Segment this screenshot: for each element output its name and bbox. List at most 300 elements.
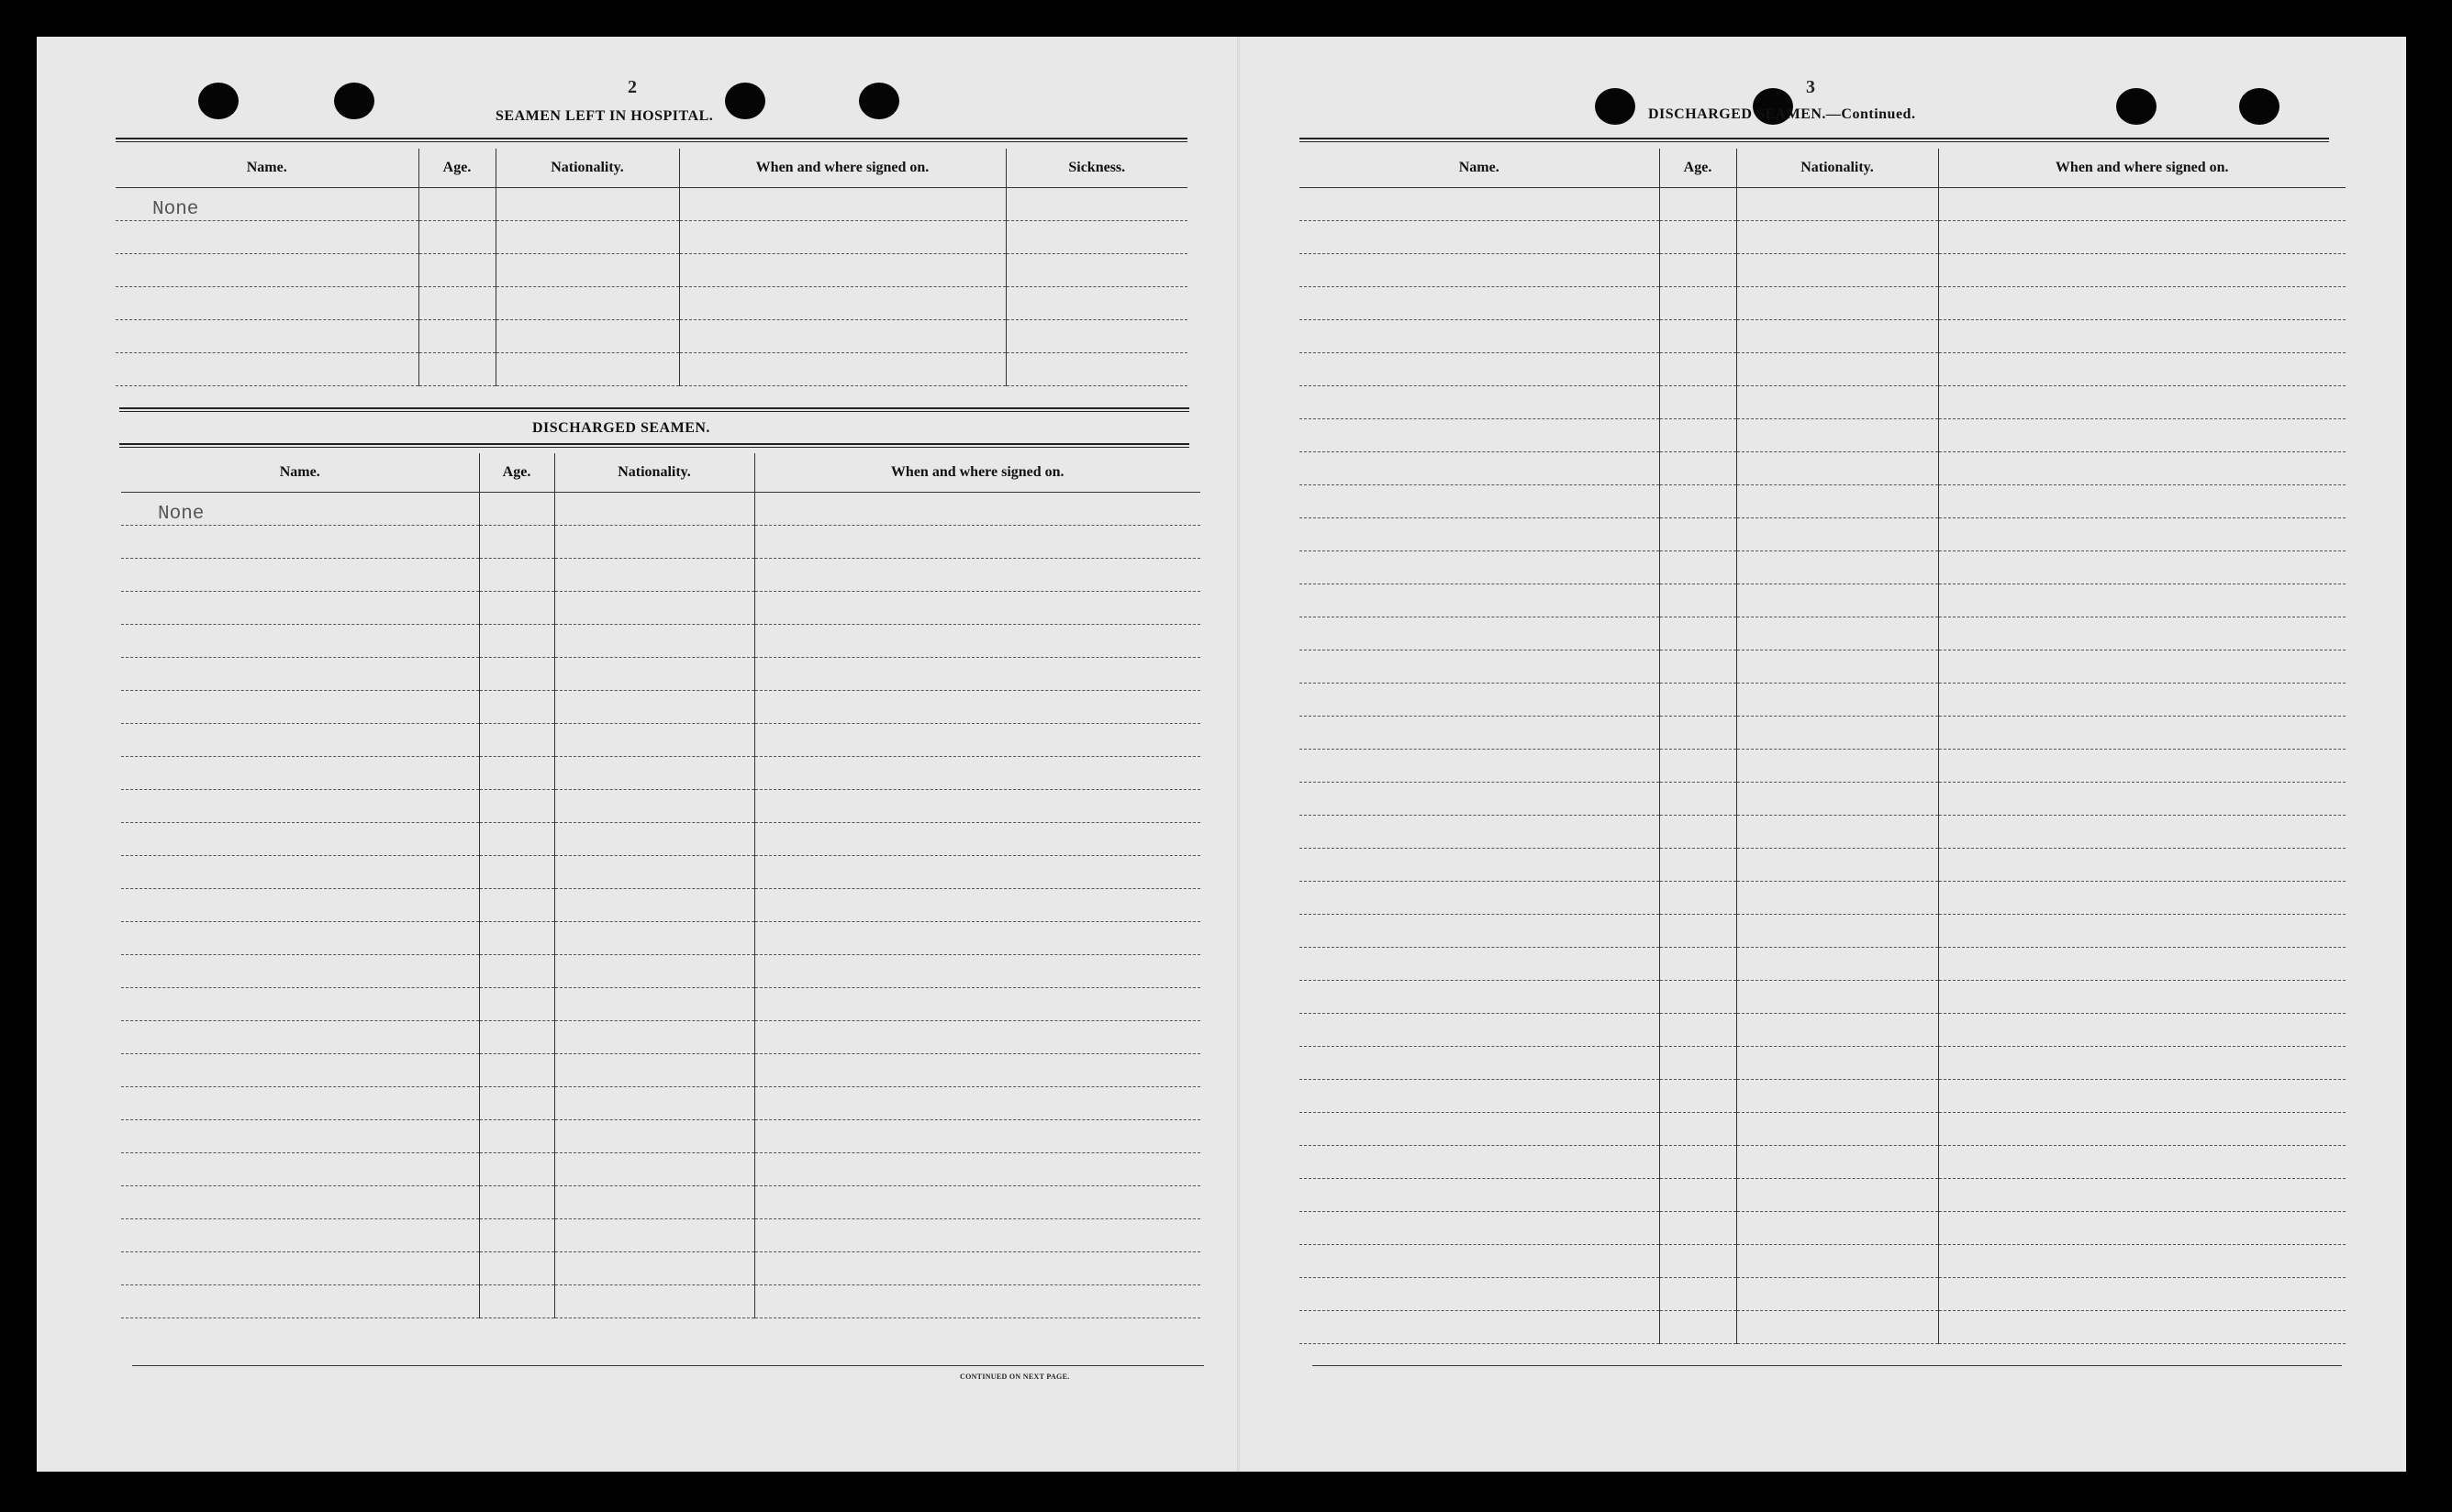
table-cell <box>1659 948 1736 981</box>
table-row <box>1299 221 2346 254</box>
table-row <box>1299 1212 2346 1245</box>
table-cell <box>479 790 554 823</box>
table-cell <box>1659 1080 1736 1113</box>
table-cell <box>754 922 1200 955</box>
table-row <box>1299 816 2346 849</box>
table-cell <box>1938 816 2346 849</box>
table-row <box>121 1087 1200 1120</box>
table-row <box>121 790 1200 823</box>
table-cell <box>1299 1014 1659 1047</box>
table-cell <box>554 1186 754 1219</box>
table-cell <box>1736 452 1938 485</box>
table-cell <box>554 757 754 790</box>
table-cell <box>1006 287 1187 320</box>
table-cell <box>1659 1146 1736 1179</box>
table-cell <box>1299 717 1659 750</box>
table-cell <box>1659 518 1736 551</box>
table-cell <box>1006 353 1187 386</box>
table-cell <box>1938 750 2346 783</box>
bottom-rule <box>132 1365 1204 1366</box>
table-cell <box>1736 386 1938 419</box>
table-cell <box>1736 320 1938 353</box>
table-cell <box>1299 254 1659 287</box>
table-cell <box>1736 1212 1938 1245</box>
column-header: Sickness. <box>1006 149 1187 188</box>
table-row <box>121 625 1200 658</box>
table-cell <box>754 955 1200 988</box>
table-cell <box>1938 1080 2346 1113</box>
table-row <box>116 254 1187 287</box>
section-double-rule <box>119 407 1189 412</box>
table-cell <box>1736 551 1938 584</box>
table-cell <box>754 559 1200 592</box>
table-cell <box>554 658 754 691</box>
table-cell <box>1938 320 2346 353</box>
table-cell <box>554 790 754 823</box>
table-cell <box>479 691 554 724</box>
table-cell <box>121 1120 479 1153</box>
table-cell <box>121 1186 479 1219</box>
table-cell <box>1659 849 1736 882</box>
bottom-rule <box>1312 1365 2342 1366</box>
hospital-section-title: SEAMEN LEFT IN HOSPITAL. <box>496 108 714 124</box>
table-cell <box>1736 419 1938 452</box>
table-row <box>121 1219 1200 1252</box>
punch-hole <box>2239 88 2279 125</box>
table-row <box>1299 650 2346 684</box>
table-cell <box>1659 1278 1736 1311</box>
table-cell <box>479 757 554 790</box>
table-cell <box>1938 650 2346 684</box>
table-row <box>1299 1278 2346 1311</box>
table-cell <box>121 526 479 559</box>
table-cell <box>554 823 754 856</box>
table-cell <box>1299 1245 1659 1278</box>
table-cell <box>479 1087 554 1120</box>
table-cell <box>1938 551 2346 584</box>
table-cell <box>1938 1311 2346 1344</box>
table-cell <box>479 1021 554 1054</box>
table-cell <box>479 1285 554 1318</box>
table-cell <box>1299 320 1659 353</box>
table-row <box>1299 518 2346 551</box>
table-cell <box>554 1120 754 1153</box>
table-cell <box>554 625 754 658</box>
table-row <box>116 188 1187 221</box>
table-row <box>1299 188 2346 221</box>
table-cell <box>554 922 754 955</box>
table-cell <box>754 1153 1200 1186</box>
table-cell <box>1659 915 1736 948</box>
table-cell <box>116 254 418 287</box>
table-cell <box>121 1153 479 1186</box>
table-cell <box>554 691 754 724</box>
column-header: When and where signed on. <box>1938 149 2346 188</box>
table-row <box>1299 452 2346 485</box>
table-cell <box>121 1252 479 1285</box>
table-row <box>121 1054 1200 1087</box>
table-cell <box>1938 188 2346 221</box>
table-cell <box>754 526 1200 559</box>
table-cell <box>679 320 1006 353</box>
table-cell <box>1736 1146 1938 1179</box>
table-cell <box>1659 386 1736 419</box>
table-cell <box>1299 981 1659 1014</box>
column-header: Name. <box>116 149 418 188</box>
table-cell <box>554 889 754 922</box>
table-row <box>121 691 1200 724</box>
table-cell <box>1736 650 1938 684</box>
table-cell <box>1938 882 2346 915</box>
table-cell <box>121 988 479 1021</box>
table-cell <box>754 625 1200 658</box>
table-cell <box>1299 783 1659 816</box>
table-cell <box>1938 1047 2346 1080</box>
table-row <box>121 724 1200 757</box>
table-cell <box>1659 650 1736 684</box>
table-cell <box>754 790 1200 823</box>
table-cell <box>1299 1278 1659 1311</box>
table-cell <box>554 955 754 988</box>
page-number: 2 <box>628 77 637 97</box>
table-cell <box>1006 320 1187 353</box>
table-cell <box>1299 1047 1659 1080</box>
table-cell <box>679 221 1006 254</box>
table-cell <box>479 625 554 658</box>
table-row <box>1299 254 2346 287</box>
table-cell <box>121 592 479 625</box>
table-row <box>121 559 1200 592</box>
table-cell <box>1299 584 1659 617</box>
table-cell <box>121 1021 479 1054</box>
table-cell <box>1938 1212 2346 1245</box>
table-cell <box>1736 1245 1938 1278</box>
table-cell <box>121 691 479 724</box>
table-cell <box>1736 1047 1938 1080</box>
table-row <box>121 955 1200 988</box>
table-cell <box>121 823 479 856</box>
table-cell <box>1938 684 2346 717</box>
table-row <box>1299 948 2346 981</box>
table-cell <box>1299 948 1659 981</box>
table-cell <box>1659 1014 1736 1047</box>
table-row <box>1299 783 2346 816</box>
table-row <box>1299 1014 2346 1047</box>
column-header: Age. <box>479 453 554 493</box>
table-cell <box>554 526 754 559</box>
table-row <box>1299 684 2346 717</box>
table-cell <box>554 1252 754 1285</box>
table-cell <box>1299 1212 1659 1245</box>
table-cell <box>479 559 554 592</box>
table-cell <box>1299 750 1659 783</box>
punch-hole <box>198 83 239 119</box>
column-header: Nationality. <box>496 149 679 188</box>
table-cell <box>1736 849 1938 882</box>
table-cell <box>554 856 754 889</box>
table-cell <box>1299 287 1659 320</box>
table-cell <box>496 320 679 353</box>
table-cell <box>479 592 554 625</box>
table-cell <box>121 757 479 790</box>
discharged-section-title: DISCHARGED SEAMEN. <box>532 420 710 436</box>
table-cell <box>1299 1113 1659 1146</box>
table-row <box>1299 1047 2346 1080</box>
table-row <box>1299 849 2346 882</box>
table-cell <box>479 493 554 526</box>
table-row <box>116 320 1187 353</box>
table-cell <box>116 287 418 320</box>
table-cell <box>1659 1113 1736 1146</box>
table-cell <box>1938 849 2346 882</box>
entry-name: None <box>121 493 479 526</box>
table-cell <box>121 1087 479 1120</box>
page-number: 3 <box>1806 77 1815 97</box>
table-row <box>1299 320 2346 353</box>
table-cell <box>1938 287 2346 320</box>
table-row <box>1299 353 2346 386</box>
table-cell <box>479 889 554 922</box>
table-row <box>116 287 1187 320</box>
table-row <box>121 1285 1200 1318</box>
table-cell <box>1736 1113 1938 1146</box>
table-row <box>121 922 1200 955</box>
table-cell <box>1938 419 2346 452</box>
table-cell <box>1299 551 1659 584</box>
table-row <box>1299 1146 2346 1179</box>
table-cell <box>1736 1014 1938 1047</box>
table-cell <box>754 724 1200 757</box>
table-cell <box>1736 518 1938 551</box>
table-cell <box>1938 915 2346 948</box>
table-cell <box>679 353 1006 386</box>
table-row <box>1299 1113 2346 1146</box>
table-cell <box>1938 783 2346 816</box>
table-cell <box>479 955 554 988</box>
table-cell <box>554 724 754 757</box>
table-cell <box>754 691 1200 724</box>
column-header: Age. <box>418 149 496 188</box>
table-cell <box>1659 254 1736 287</box>
table-cell <box>754 823 1200 856</box>
table-cell <box>479 1054 554 1087</box>
table-cell <box>1659 783 1736 816</box>
table-cell <box>1736 188 1938 221</box>
table-cell <box>1938 386 2346 419</box>
table-cell <box>1299 188 1659 221</box>
table-cell <box>1736 915 1938 948</box>
table-cell <box>1736 1080 1938 1113</box>
table-cell <box>754 889 1200 922</box>
table-cell <box>754 658 1200 691</box>
table-cell <box>1659 684 1736 717</box>
table-row <box>1299 717 2346 750</box>
table-cell <box>116 353 418 386</box>
table-cell <box>1299 386 1659 419</box>
table-row <box>121 988 1200 1021</box>
table-cell <box>1299 915 1659 948</box>
table-cell <box>679 188 1006 221</box>
table-row <box>121 1120 1200 1153</box>
punch-hole <box>859 83 899 119</box>
table-cell <box>1938 981 2346 1014</box>
table-cell <box>1006 188 1187 221</box>
table-row <box>121 1252 1200 1285</box>
table-cell <box>1736 485 1938 518</box>
table-cell <box>479 1252 554 1285</box>
page-fold <box>1237 37 1240 1472</box>
table-row <box>1299 287 2346 320</box>
table-cell <box>554 592 754 625</box>
table-cell <box>1736 948 1938 981</box>
column-header: Name. <box>121 453 479 493</box>
table-cell <box>1299 1146 1659 1179</box>
table-cell <box>1659 1047 1736 1080</box>
table-cell <box>1299 650 1659 684</box>
table-row <box>1299 1179 2346 1212</box>
entry-name: None <box>116 188 418 221</box>
table-row <box>1299 419 2346 452</box>
table-cell <box>554 988 754 1021</box>
table-cell <box>1736 882 1938 915</box>
table-cell <box>1938 452 2346 485</box>
table-cell <box>418 287 496 320</box>
table-cell <box>1938 717 2346 750</box>
table-cell <box>121 790 479 823</box>
table-cell <box>121 889 479 922</box>
table-row <box>121 592 1200 625</box>
table-row <box>116 221 1187 254</box>
table-row <box>1299 386 2346 419</box>
table-cell <box>1659 320 1736 353</box>
table-cell <box>1938 518 2346 551</box>
table-cell <box>479 1186 554 1219</box>
table-cell <box>121 1219 479 1252</box>
table-cell <box>1736 717 1938 750</box>
table-cell <box>1659 419 1736 452</box>
table-cell <box>1938 1113 2346 1146</box>
table-cell <box>121 1054 479 1087</box>
table-cell <box>116 320 418 353</box>
table-cell <box>1659 1245 1736 1278</box>
column-header: Name. <box>1299 149 1659 188</box>
table-cell <box>1299 882 1659 915</box>
header-double-rule <box>1299 138 2329 142</box>
table-cell <box>121 922 479 955</box>
table-cell <box>1736 221 1938 254</box>
table-cell <box>1938 948 2346 981</box>
table-cell <box>1659 617 1736 650</box>
table-cell <box>1938 485 2346 518</box>
table-cell <box>754 1186 1200 1219</box>
table-cell <box>754 493 1200 526</box>
table-cell <box>121 955 479 988</box>
table-cell <box>1938 221 2346 254</box>
table-cell <box>121 1285 479 1318</box>
table-cell <box>1736 1311 1938 1344</box>
table-cell <box>1659 584 1736 617</box>
table-row <box>116 353 1187 386</box>
table-cell <box>1938 1245 2346 1278</box>
table-cell <box>1938 353 2346 386</box>
table-cell <box>479 724 554 757</box>
table-cell <box>121 724 479 757</box>
table-cell <box>1659 1311 1736 1344</box>
table-cell <box>1938 617 2346 650</box>
table-cell <box>554 1021 754 1054</box>
table-cell <box>1938 584 2346 617</box>
table-row <box>1299 584 2346 617</box>
table-cell <box>679 287 1006 320</box>
table-cell <box>1299 1080 1659 1113</box>
table-cell <box>121 856 479 889</box>
table-row <box>121 757 1200 790</box>
table-cell <box>754 1021 1200 1054</box>
table-cell <box>1736 1179 1938 1212</box>
table-cell <box>121 559 479 592</box>
table-cell <box>1736 750 1938 783</box>
table-cell <box>496 353 679 386</box>
table-cell <box>554 1054 754 1087</box>
table-cell <box>496 287 679 320</box>
table-cell <box>1938 1146 2346 1179</box>
discharged-continued-table <box>1299 149 2346 1344</box>
table-cell <box>1299 816 1659 849</box>
table-cell <box>754 757 1200 790</box>
table-cell <box>479 1153 554 1186</box>
table-cell <box>496 221 679 254</box>
table-row <box>121 526 1200 559</box>
table-cell <box>554 1087 754 1120</box>
table-cell <box>1299 617 1659 650</box>
table-cell <box>1659 981 1736 1014</box>
table-row <box>1299 981 2346 1014</box>
table-cell <box>1938 254 2346 287</box>
table-cell <box>121 658 479 691</box>
table-cell <box>1299 485 1659 518</box>
table-cell <box>1736 287 1938 320</box>
table-cell <box>1736 254 1938 287</box>
table-row <box>1299 915 2346 948</box>
table-cell <box>479 988 554 1021</box>
table-row <box>121 823 1200 856</box>
table-cell <box>1299 1179 1659 1212</box>
table-cell <box>496 254 679 287</box>
table-row <box>1299 485 2346 518</box>
table-cell <box>1659 353 1736 386</box>
table-cell <box>754 592 1200 625</box>
table-cell <box>1659 188 1736 221</box>
table-cell <box>1299 452 1659 485</box>
document-sheet <box>37 37 2406 1472</box>
table-cell <box>1659 1179 1736 1212</box>
continued-note: CONTINUED ON NEXT PAGE. <box>960 1373 1070 1381</box>
table-cell <box>554 1219 754 1252</box>
table-row <box>1299 1080 2346 1113</box>
table-cell <box>1659 882 1736 915</box>
table-cell <box>479 658 554 691</box>
table-row <box>121 889 1200 922</box>
table-cell <box>1736 584 1938 617</box>
table-cell <box>1006 221 1187 254</box>
table-cell <box>479 1219 554 1252</box>
table-cell <box>479 856 554 889</box>
table-cell <box>1736 617 1938 650</box>
column-header: When and where signed on. <box>679 149 1006 188</box>
hospital-table <box>116 149 1187 386</box>
punch-hole <box>1595 88 1635 125</box>
table-cell <box>1736 684 1938 717</box>
